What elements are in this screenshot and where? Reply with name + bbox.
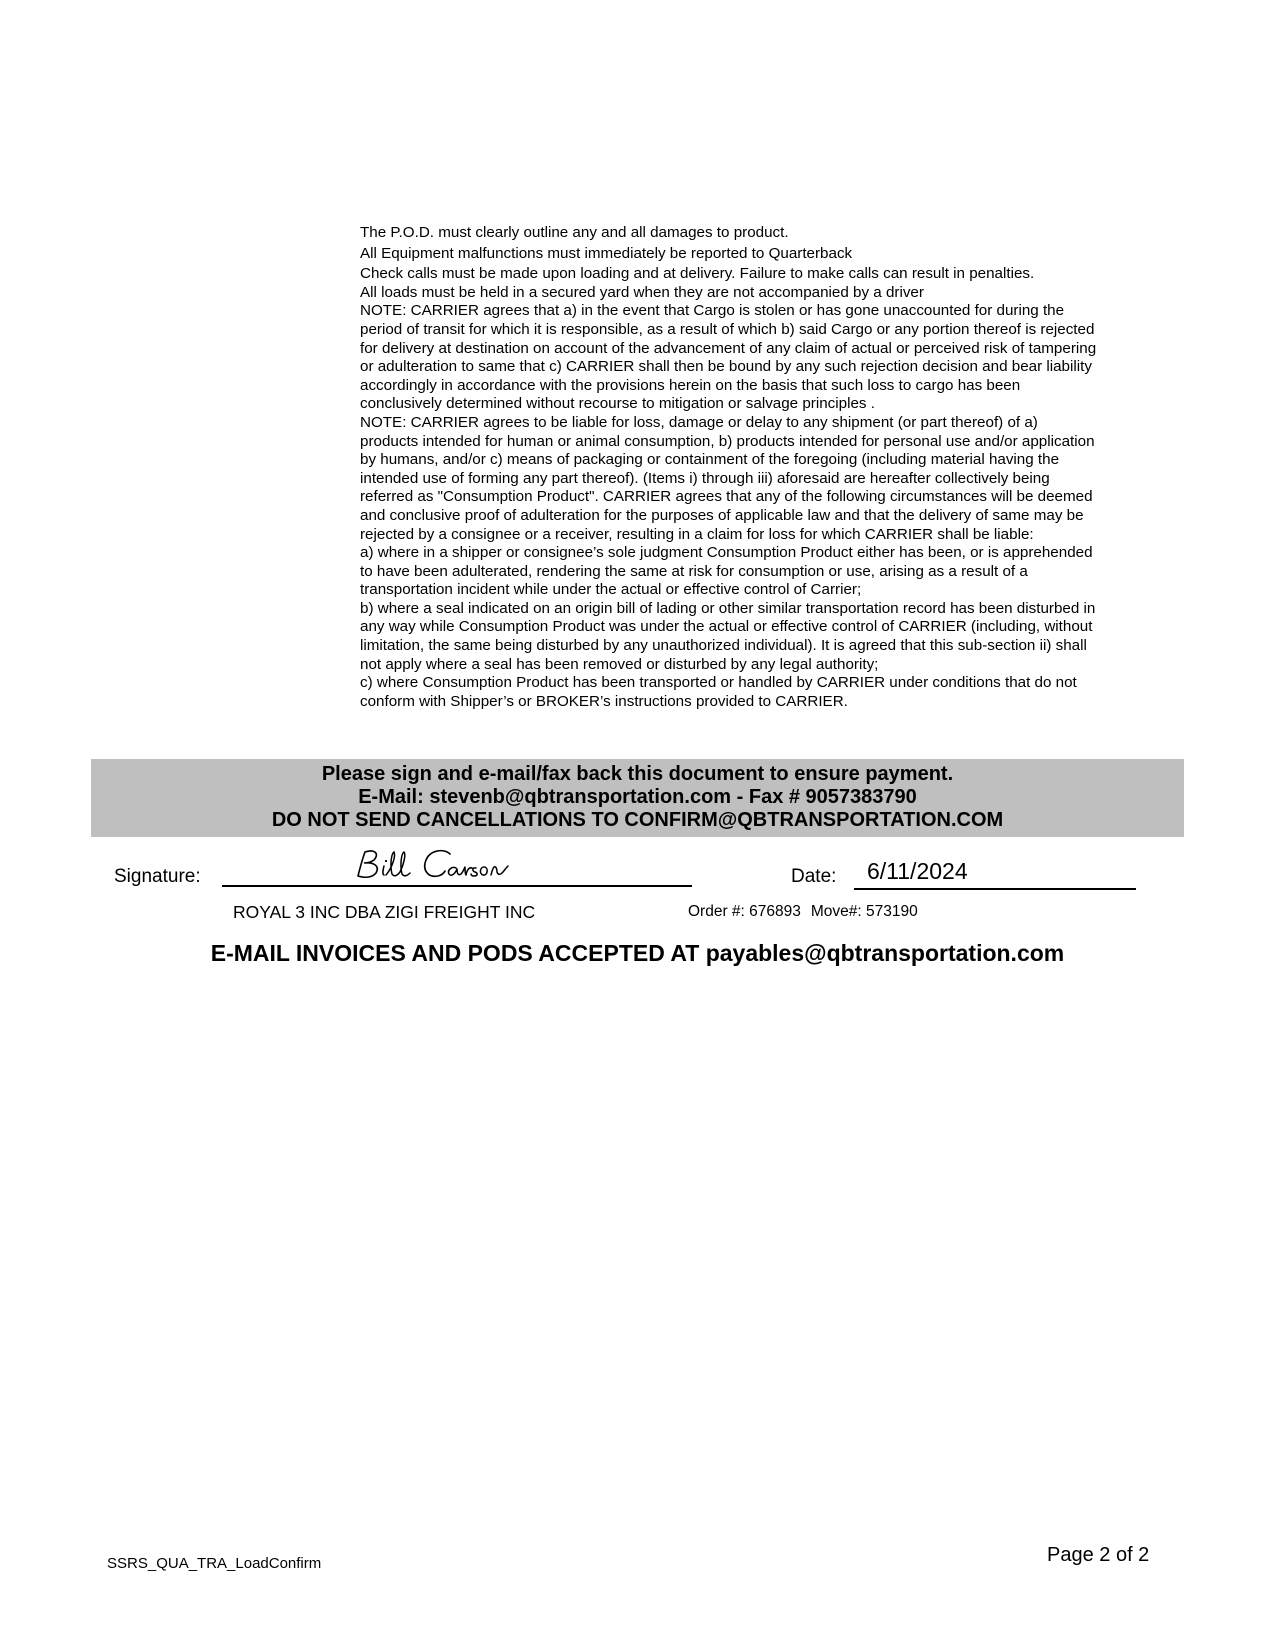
term-line: All Equipment malfunctions must immediately be reported to Quarterback — [360, 244, 853, 262]
term-line: conform with Shipper’s or BROKER’s instructions provided to CARRIER. — [360, 692, 848, 710]
term-line: NOTE: CARRIER agrees to be liable for loss, damage or delay to any shipment (or part thereof) of a) — [360, 413, 1038, 431]
term-line: Check calls must be made upon loading and at delivery. Failure to make calls can result in penalties. — [360, 265, 1035, 283]
page-number: Page 2 of 2 — [1047, 1544, 1150, 1566]
date-value: 6/11/2024 — [867, 858, 968, 884]
term-line: b) where a seal indicated on an origin bill of lading or other similar transportation record has been disturbed in — [360, 599, 1096, 617]
report-id: SSRS_QUA_TRA_LoadConfirm — [107, 1555, 322, 1572]
term-line: c) where Consumption Product has been transported or handled by CARRIER under conditions that do not — [360, 674, 1077, 692]
carrier-company-name: ROYAL 3 INC DBA ZIGI FREIGHT INC — [233, 902, 536, 922]
term-line: All loads must be held in a secured yard when they are not accompanied by a driver — [360, 283, 924, 301]
term-line: transportation incident while under the actual or effective control of Carrier; — [360, 581, 862, 599]
term-line: accordingly in accordance with the provisions herein on the basis that such loss to cargo has been — [360, 376, 1021, 394]
term-line: and conclusive proof of adulteration for the purposes of applicable law and that the delivery of same may be — [360, 506, 1084, 524]
signature-line — [222, 885, 692, 887]
term-line: or adulteration to same that c) CARRIER shall then be bound by any such rejection decision and bear liability — [360, 358, 1092, 376]
banner-line-cancellations: DO NOT SEND CANCELLATIONS TO CONFIRM@QBTRANSPORTATION.COM — [271, 809, 1004, 831]
term-line: not apply where a seal has been removed or disturbed by any legal authority; — [360, 655, 879, 673]
term-line: a) where in a shipper or consignee’s sole judgment Consumption Product either has been, or is apprehended — [360, 544, 1093, 562]
handwritten-signature — [350, 846, 550, 886]
move-number: Move#: 573190 — [810, 903, 918, 920]
order-reference — [688, 903, 918, 921]
term-line: The P.O.D. must clearly outline any and all damages to product. — [360, 224, 789, 241]
term-line: rejected by a consignee or a receiver, resulting in a claim for loss for which CARRIER shall be liable: — [360, 525, 1034, 543]
date-line — [854, 888, 1136, 890]
term-line: conclusively determined without recourse to mitigation or salvage principles . — [360, 395, 875, 413]
term-line: limitation, the same being disturbed by any unauthorized individual). It is agreed that this sub-section ii) shall — [360, 637, 1087, 655]
term-line: intended use of forming any part thereof). (Items i) through iii) aforesaid are hereafter collectively being — [360, 469, 1050, 487]
banner-line-sign: Please sign and e-mail/fax back this document to ensure payment. — [321, 763, 954, 785]
term-line: referred as "Consumption Product". CARRIER agrees that any of the following circumstances will be deemed — [360, 488, 1093, 506]
term-line: any way while Consumption Product was under the actual or effective control of CARRIER (including, without — [360, 618, 1093, 636]
payment-instructions-banner — [91, 759, 1184, 837]
term-line: by humans, and/or c) means of packaging or containment of the foregoing (including material having the — [360, 451, 1060, 469]
term-line: period of transit for which it is responsible, as a result of which b) said Cargo or any portion thereof is rejected — [360, 320, 1095, 338]
order-number: Order #: 676893 — [688, 903, 801, 920]
invoice-email-notice: E-MAIL INVOICES AND PODS ACCEPTED AT payables@qbtransportation.com — [210, 940, 1065, 966]
banner-line-contact: E-Mail: stevenb@qbtransportation.com - Fax # 9057383790 — [358, 786, 917, 808]
term-line: to have been adulterated, rendering the same at risk for consumption or use, arising as a result of a — [360, 562, 1028, 580]
signature-label: Signature: — [114, 866, 201, 887]
term-line: for delivery at destination on account of the advancement of any claim of actual or perceived risk of tampering — [360, 339, 1097, 357]
terms-block — [360, 224, 1190, 711]
term-line: NOTE: CARRIER agrees that a) in the event that Cargo is stolen or has gone unaccounted for during the — [360, 302, 1065, 320]
term-line: products intended for human or animal consumption, b) products intended for personal use and/or application — [360, 432, 1095, 450]
date-label: Date: — [791, 866, 837, 887]
